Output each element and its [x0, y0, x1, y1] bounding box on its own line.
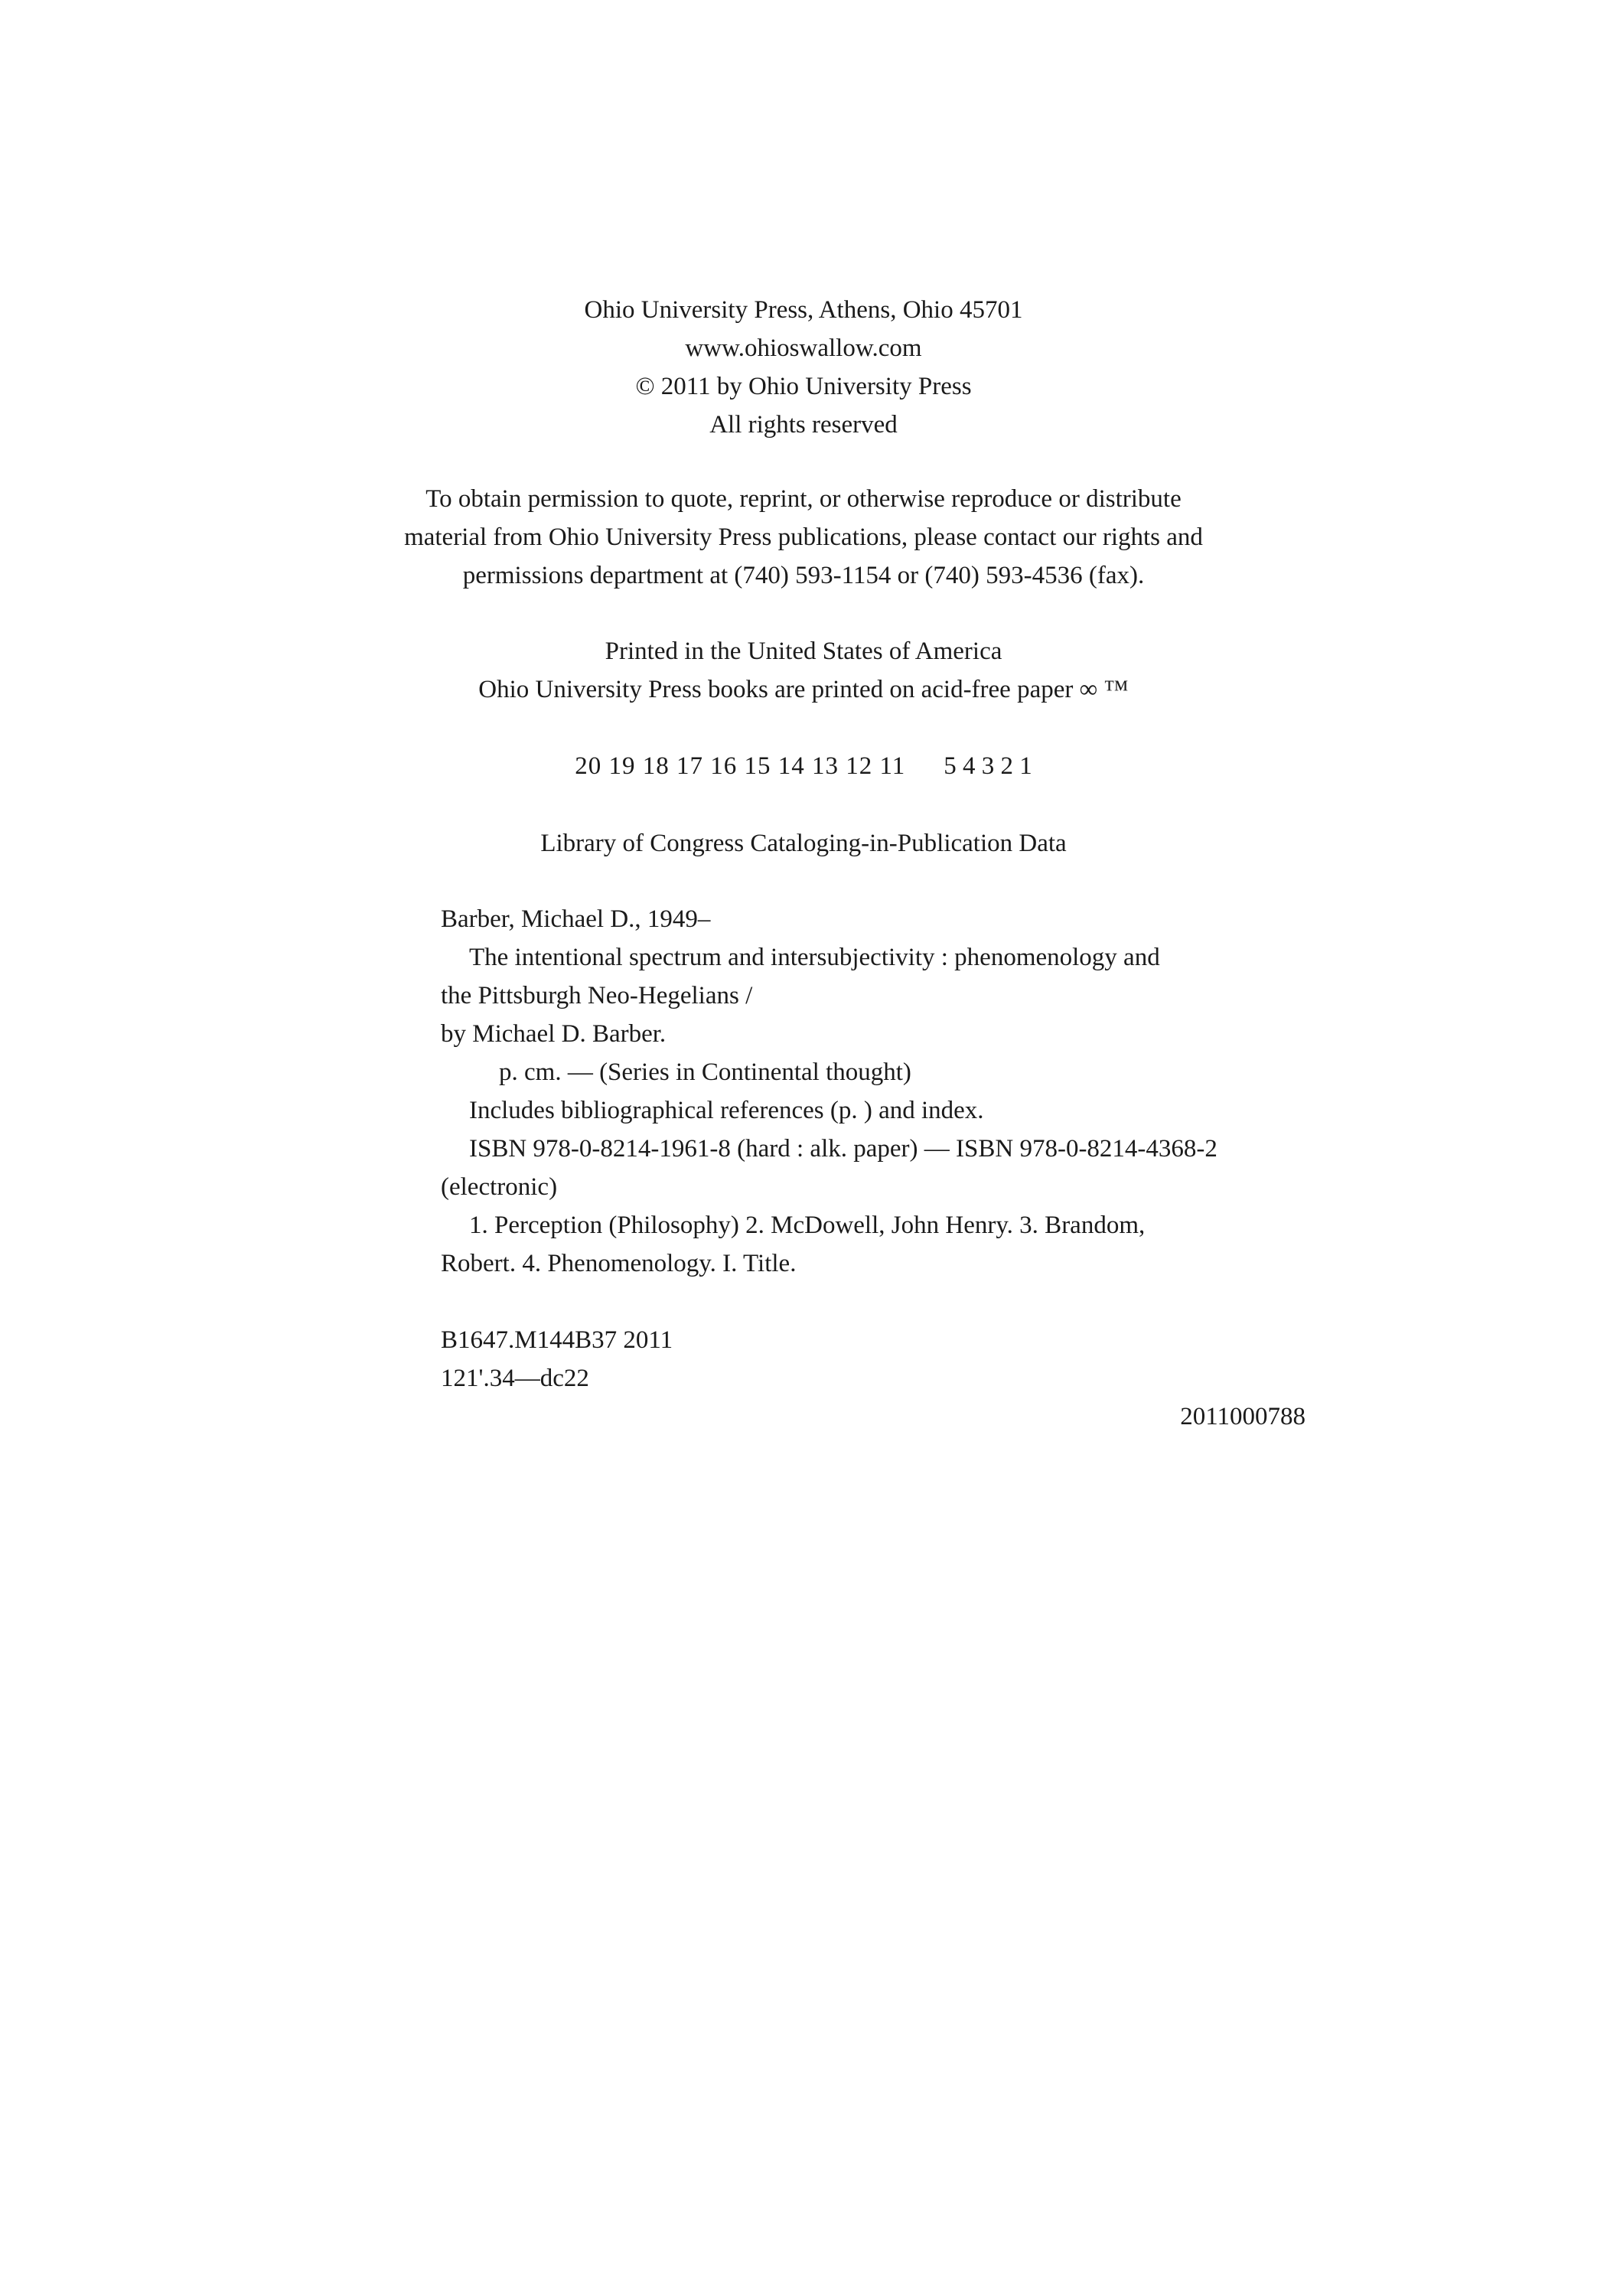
- cip-lc-class: B1647.M144B37 2011: [441, 1326, 673, 1354]
- permission-line: To obtain permission to quote, reprint, or otherwise reproduce or distribute: [425, 485, 1182, 513]
- cip-record: [441, 900, 1305, 1436]
- publisher-line: Ohio University Press, Athens, Ohio 45701: [584, 296, 1023, 324]
- imprint-block: [0, 291, 1607, 444]
- cip-dewey: 121'.34—dc22: [441, 1365, 589, 1392]
- permission-line: permissions department at (740) 593-1154 or (740) 593-4536 (fax).: [462, 562, 1145, 589]
- permission-line: material from Ohio University Press publications, please contact our rights and: [404, 523, 1203, 551]
- cip-physical: p. cm. — (Series in Continental thought): [499, 1058, 911, 1086]
- printing-block: [0, 632, 1607, 709]
- cip-lccn: 2011000788: [1180, 1403, 1305, 1430]
- cip-subjects-line: Robert. 4. Phenomenology. I. Title.: [441, 1250, 797, 1277]
- printed-country: Printed in the United States of America: [605, 638, 1002, 665]
- cip-isbn-line: ISBN 978-0-8214-1961-8 (hard : alk. paper) — ISBN 978-0-8214-4368-2: [469, 1135, 1217, 1163]
- permission-block: [0, 480, 1607, 595]
- printer-key-impressions: 5 4 3 2 1: [944, 752, 1032, 780]
- publisher-website: www.ohioswallow.com: [685, 334, 922, 362]
- cip-subjects-line: 1. Perception (Philosophy) 2. McDowell, John Henry. 3. Brandom,: [469, 1212, 1146, 1239]
- paper-statement: Ohio University Press books are printed on acid-free paper ∞ ™: [478, 676, 1129, 703]
- cip-heading-text: Library of Congress Cataloging-in-Publication Data: [540, 830, 1067, 857]
- printer-key-years: 20 19 18 17 16 15 14 13 12 11: [575, 752, 906, 780]
- cip-title-line: the Pittsburgh Neo-Hegelians /: [441, 982, 753, 1009]
- cip-title-line: The intentional spectrum and intersubjectivity : phenomenology and: [469, 944, 1160, 971]
- cip-isbn-line: (electronic): [441, 1173, 558, 1201]
- printer-key: [0, 747, 1607, 785]
- cip-author: Barber, Michael D., 1949–: [441, 905, 711, 933]
- cip-heading: [0, 824, 1607, 863]
- copyright-notice: © 2011 by Ohio University Press: [635, 373, 972, 400]
- rights-statement: All rights reserved: [709, 411, 898, 439]
- cip-notes: Includes bibliographical references (p. ) and index.: [469, 1097, 984, 1124]
- cip-responsibility: by Michael D. Barber.: [441, 1020, 667, 1048]
